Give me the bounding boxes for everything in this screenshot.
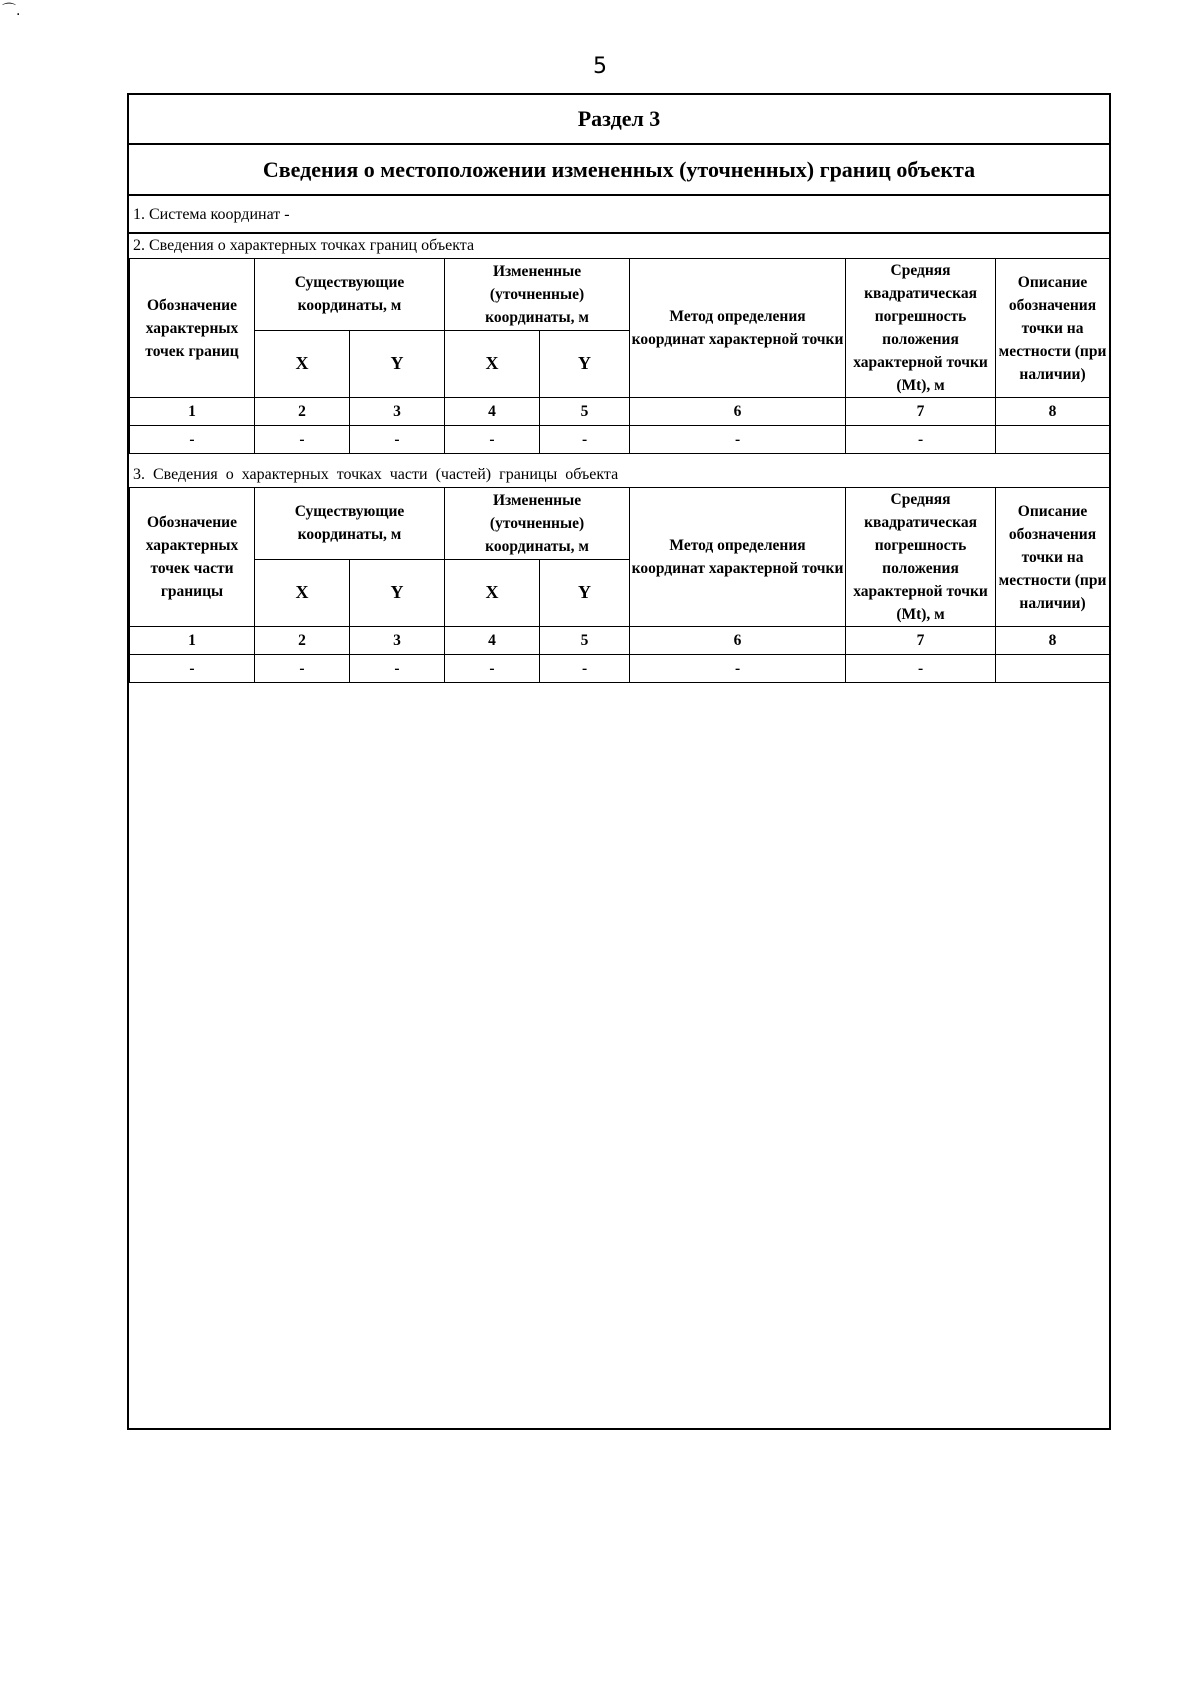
column-number: 6 [630,398,846,426]
header-existing-x: X [255,559,350,626]
header-point-designation: Обозначение характерных точек границ [130,259,255,398]
header-changed-coords: Измененные (уточненные) координаты, м [445,259,630,331]
header-error: Средняя квадратическая погрешность положения характерной точки (Mt), м [846,488,996,627]
table-cell: - [350,426,445,454]
table-cell: - [130,655,255,683]
column-number-row [130,398,1110,426]
column-number: 7 [846,627,996,655]
column-number: 6 [630,627,846,655]
column-number: 2 [255,398,350,426]
column-number: 2 [255,627,350,655]
table-cell: - [255,655,350,683]
header-existing-y: Y [350,330,445,397]
header-method: Метод определения координат характерной точки [630,488,846,627]
column-number: 1 [130,398,255,426]
header-existing-x: X [255,330,350,397]
table-cell: - [846,655,996,683]
header-existing-coords: Существующие координаты, м [255,259,445,331]
header-description: Описание обозначения точки на местности (при наличии) [996,259,1110,398]
table-cell: - [445,655,540,683]
table-row [130,655,1110,683]
header-changed-y: Y [540,559,630,626]
table-cell: - [846,426,996,454]
header-existing-y: Y [350,559,445,626]
column-number: 4 [445,627,540,655]
header-method: Метод определения координат характерной точки [630,259,846,398]
coordinate-system-line: 1. Система координат - [129,196,1109,234]
header-point-designation: Обозначение характерных точек части границы [130,488,255,627]
table-cell: - [350,655,445,683]
table-cell: - [630,655,846,683]
part3-title: 3. Сведения о характерных точках части (частей) границы объекта [133,466,619,483]
header-description: Описание обозначения точки на местности (при наличии) [996,488,1110,627]
scan-mark: ⌒. [2,3,21,19]
table-cell: - [540,655,630,683]
table-cell [996,655,1110,683]
header-changed-x: X [445,559,540,626]
table-cell: - [540,426,630,454]
table-cell: - [130,426,255,454]
page-number: 5 [593,54,607,79]
column-number: 7 [846,398,996,426]
table-row [130,426,1110,454]
part2-title: 2. Сведения о характерных точках границ объекта [133,237,475,254]
header-changed-y: Y [540,330,630,397]
header-changed-x: X [445,330,540,397]
column-number: 4 [445,398,540,426]
column-number-row [130,627,1110,655]
column-number: 1 [130,627,255,655]
column-number: 8 [996,627,1110,655]
section-title: Раздел 3 [129,95,1109,145]
column-number: 8 [996,398,1110,426]
column-number: 5 [540,627,630,655]
section-subtitle: Сведения о местоположении измененных (уточненных) границ объекта [129,145,1109,196]
table-cell: - [630,426,846,454]
table-cell: - [445,426,540,454]
column-number: 3 [350,398,445,426]
header-changed-coords: Измененные (уточненные) координаты, м [445,488,630,560]
header-existing-coords: Существующие координаты, м [255,488,445,560]
column-number: 5 [540,398,630,426]
document-frame [127,93,1111,1430]
table-cell [996,426,1110,454]
header-error: Средняя квадратическая погрешность положения характерной точки (Mt), м [846,259,996,398]
part-points-table [129,487,1110,683]
table-cell: - [255,426,350,454]
column-number: 3 [350,627,445,655]
points-table [129,258,1110,454]
